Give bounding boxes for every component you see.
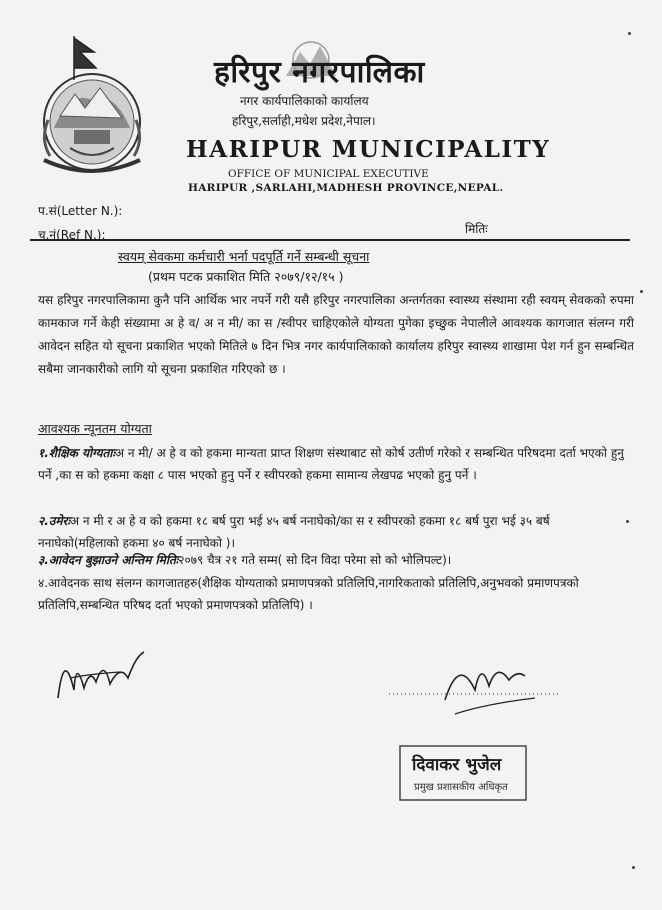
requirement-item <box>38 549 634 571</box>
date-label: मितिः <box>465 222 488 236</box>
requirement-item <box>38 572 634 616</box>
requirement-label: १.शैक्षिक योग्यताः <box>38 446 115 460</box>
notice-body: यस हरिपुर नगरपालिकामा कुनै पनि आर्थिक भार नपर्ने गरी यसै हरिपुर नगरपालिका अन्तर्गतका स्वास्थ्य संस्थामा रही स्वयम् सेवकको रुपमा कामकाज गर्ने केही संख्यामा अ हे व/ अ न मी/ का स /स्वीपर चाहिएकोले योग्यता पुगेका इच्छुक नेपालीले आवश्यक कागजात संलग्न गरी आवेदन सहित यो सूचना प्रकाशित भएको मितिले ७ दिन भित्र नगर कार्यपालिकाको कार्यालय हरिपुर स्वास्थ्य शाखामा पेश गर्न हुन सम्बन्धित सबैमा जानकारीको लागि यो सूचना प्रकाशित गरिएको छ । <box>38 293 634 376</box>
reference-number-label: च.नं(Ref N.): <box>38 228 106 242</box>
municipality-name-en: HARIPUR MUNICIPALITY <box>186 136 551 163</box>
header-divider <box>30 239 630 241</box>
requirement-text: अ न मी/ अ हे व को हकमा मान्यता प्राप्त शिक्षण संस्थाबाट सो कोर्ष उतीर्ण गरेको र सम्बन्धित परिषदमा दर्ता भएको हुनु पर्ने ,का स को हकमा कक्षा ८ पास भएको हुनु पर्ने र स्वीपरको हकमा सामान्य लेखपढ भएको हुनु पर्ने । <box>38 446 624 482</box>
scan-speck <box>626 520 629 523</box>
requirement-text: साथ संलग्न कागजातहरु(शैक्षिक योग्यताको प्रमाणपत्रको प्रतिलिपि,नागरिकताको प्रतिलिपि,अनुभवको प्रमाणपत्रको प्रतिलिपि,सम्बन्धित परिषद दर्ता भएको प्रमाणपत्रको प्रतिलिपि) । <box>38 576 579 612</box>
nepal-emblem-icon <box>30 30 150 180</box>
address-np: हरिपुर,सर्लाही,मधेश प्रदेश,नेपाल। <box>232 114 376 128</box>
notice-title: स्वयम् सेवकमा कर्मचारी भर्ना पदपूर्ति गर्ने सम्बन्धी सूचना <box>118 249 370 264</box>
requirement-item <box>38 510 634 554</box>
requirement-text: अ न मी र अ हे व को हकमा १८ बर्ष पुरा भई ४५ बर्ष ननाघेको/का स र स्वीपरको हकमा १८ बर्ष पुरा भई ३५ बर्ष ननाघेको(महिलाको हकमा ४० बर्ष ननाघेको )। <box>38 514 550 550</box>
requirement-item <box>38 442 634 486</box>
requirement-text: २०७९ चैत्र २१ गते सम्म( सो दिन विदा परेमा सो को भोलिपल्ट)। <box>178 553 452 567</box>
office-name-en: OFFICE OF MUNICIPAL EXECUTIVE <box>228 168 429 180</box>
scan-speck <box>640 290 643 293</box>
stamp-officer-name: दिवाकर भुजेल <box>412 755 502 775</box>
requirement-label: ४.आवेदनक <box>38 576 90 590</box>
office-name-np: नगर कार्यपालिकाको कार्यालय <box>240 94 369 108</box>
signature-left-icon <box>50 638 150 708</box>
letter-number-label: प.सं(Letter N.): <box>38 204 123 218</box>
stamp-officer-title: प्रमुख प्रशासकीय अधिकृत <box>414 782 508 793</box>
scan-speck <box>628 32 631 35</box>
requirement-label: २.उमेरः <box>38 514 70 528</box>
scan-speck <box>632 866 635 869</box>
requirement-label: ३.आवेदन बुझाउने अन्तिम मितिः <box>38 553 179 567</box>
requirements-heading: आवश्यक न्यूनतम योग्यता <box>38 421 152 436</box>
signature-right-icon <box>385 650 565 730</box>
address-en: HARIPUR ,SARLAHI,MADHESH PROVINCE,NEPAL. <box>188 182 504 194</box>
notice-subtitle: (प्रथम पटक प्रकाशित मिति २०७९/१२/१५ ) <box>148 269 344 284</box>
municipality-name-np: हरिपुर नगरपालिका <box>214 55 425 90</box>
